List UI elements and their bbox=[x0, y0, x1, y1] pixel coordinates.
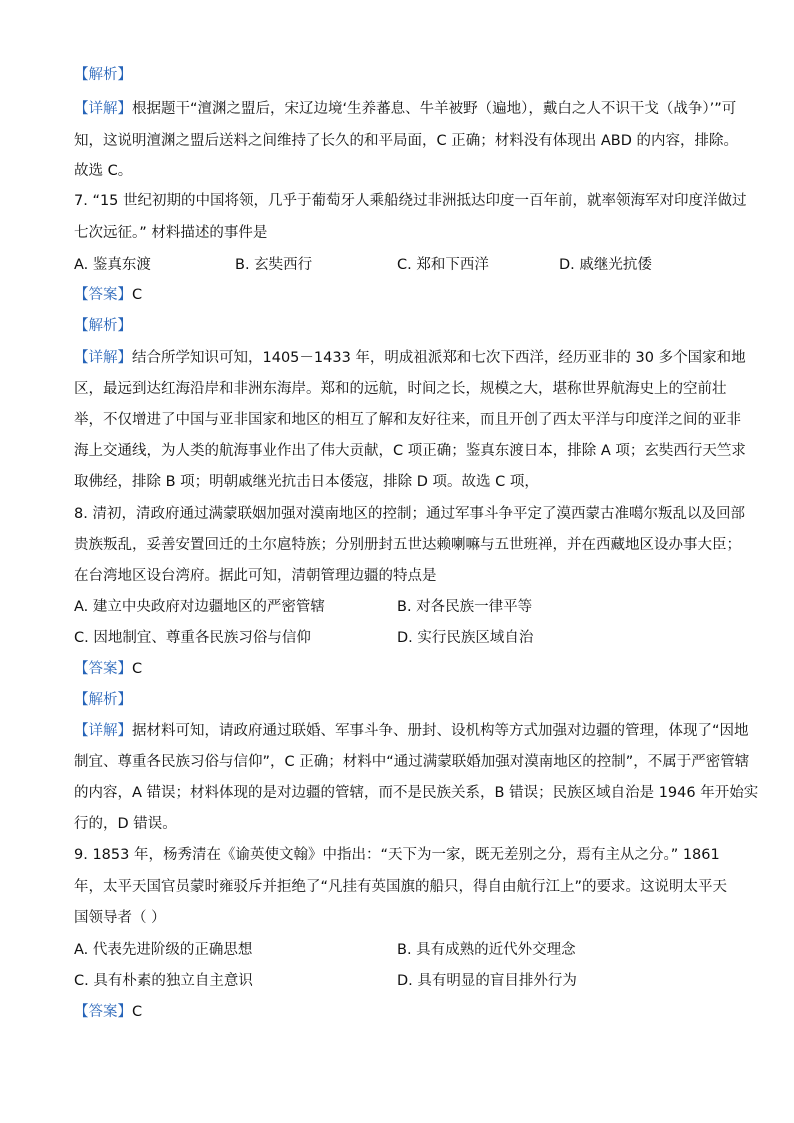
detail-text: 海上交通线，为人类的航海事业作出了伟大贡献，C 项正确；鉴真东渡日本，排除 A 项；玄奘西行天竺求 bbox=[74, 443, 746, 459]
answer-label: 【答案】 bbox=[74, 661, 132, 677]
detail-text: 的内容，A 错误；材料体现的是对边疆的管辖，而不是民族关系，B 错误；民族区域自治是 1946 年开始实 bbox=[74, 785, 759, 801]
option-b: B. 具有成熟的近代外交理念 bbox=[397, 942, 576, 958]
option-c: C. 具有朴素的独立自主意识 bbox=[74, 973, 253, 989]
answer-label: 【答案】 bbox=[74, 1004, 132, 1020]
option-a: A. 代表先进阶级的正确思想 bbox=[74, 942, 253, 958]
analysis-label: 【解析】 bbox=[74, 692, 132, 708]
detail-text: 行的，D 错误。 bbox=[74, 816, 177, 832]
detail-text: 知，这说明澶渊之盟后送料之间维持了长久的和平局面，C 正确；材料没有体现出 ABD 的内容，排除。 bbox=[74, 133, 738, 149]
question-stem: 国领导者（ ） bbox=[74, 910, 166, 926]
question-stem: 9. 1853 年，杨秀清在《谕英使文翰》中指出：“天下为一家，既无差别之分，焉有主从之分。” 1861 bbox=[74, 847, 720, 863]
answer-value: C bbox=[132, 661, 143, 677]
option-d: D. 实行民族区域自治 bbox=[397, 630, 534, 646]
answer-label: 【答案】 bbox=[74, 287, 132, 303]
answer-line bbox=[74, 659, 142, 679]
detail-text: 取佛经，排除 B 项；明朝戚继光抗击日本倭寇，排除 D 项。故选 C 项， bbox=[74, 474, 539, 490]
option-b: B. 对各民族一律平等 bbox=[397, 599, 533, 615]
detail-text: 据材料可知，请政府通过联婚、军事斗争、册封、设机构等方式加强对边疆的管理，体现了“因地 bbox=[132, 723, 749, 739]
answer-line bbox=[74, 1002, 142, 1022]
option-b: B. 玄奘西行 bbox=[235, 257, 313, 273]
detail-paragraph-line bbox=[74, 348, 746, 368]
detail-text: 举，不仅增进了中国与亚非国家和地区的相互了解和友好往来，而且开创了西太平洋与印度洋之间的亚非 bbox=[74, 412, 741, 428]
detail-label: 【详解】 bbox=[74, 350, 132, 366]
detail-text: 区，最远到达红海沿岸和非洲东海岸。郑和的远航，时间之长，规模之大，堪称世界航海史上的空前壮 bbox=[74, 381, 727, 397]
option-c: C. 因地制宜、尊重各民族习俗与信仰 bbox=[74, 630, 311, 646]
question-stem: 年，太平天国官员蒙时雍驳斥并拒绝了“凡挂有英国旗的船只，得自由航行江上”的要求。这说明太平天 bbox=[74, 879, 728, 895]
question-stem: 在台湾地区设台湾府。据此可知，清朝管理边疆的特点是 bbox=[74, 568, 437, 584]
detail-text: 制宜、尊重各民族习俗与信仰”，C 正确；材料中“通过满蒙联婚加强对漠南地区的控制”，不属于严密管辖 bbox=[74, 754, 750, 770]
detail-text: 故选 C。 bbox=[74, 163, 133, 179]
detail-label: 【详解】 bbox=[74, 723, 132, 739]
analysis-label: 【解析】 bbox=[74, 67, 132, 83]
detail-text: 根据题干“澶渊之盟后，宋辽边境‘生养蕃息、牛羊被野（遍地），戴白之人不识干戈（战争）’”可 bbox=[132, 101, 737, 117]
detail-text: 结合所学知识可知，1405－1433 年，明成祖派郑和七次下西洋，经历亚非的 30 多个国家和地 bbox=[132, 350, 746, 366]
option-a: A. 建立中央政府对边疆地区的严密管辖 bbox=[74, 599, 325, 615]
option-d: D. 具有明显的盲目排外行为 bbox=[397, 973, 577, 989]
question-stem: 7. “15 世纪初期的中国将领，几乎于葡萄牙人乘船绕过非洲抵达印度一百年前，就率领海军对印度洋做过 bbox=[74, 193, 747, 209]
answer-value: C bbox=[132, 287, 143, 303]
option-c: C. 郑和下西洋 bbox=[397, 257, 489, 273]
question-stem: 贵族叛乱，妥善安置回迁的土尔扈特族；分别册封五世达赖喇嘛与五世班禅，并在西藏地区设办事大臣； bbox=[74, 537, 741, 553]
question-stem: 七次远征。” 材料描述的事件是 bbox=[74, 225, 268, 241]
answer-line bbox=[74, 285, 142, 305]
option-d: D. 戚继光抗倭 bbox=[559, 257, 652, 273]
detail-paragraph-line bbox=[74, 99, 736, 119]
option-a: A. 鉴真东渡 bbox=[74, 257, 151, 273]
detail-paragraph-line bbox=[74, 721, 749, 741]
analysis-label: 【解析】 bbox=[74, 318, 132, 334]
question-stem: 8. 清初，清政府通过满蒙联姻加强对漠南地区的控制；通过军事斗争平定了漠西蒙古准噶尔叛乱以及回部 bbox=[74, 506, 745, 522]
detail-label: 【详解】 bbox=[74, 101, 132, 117]
answer-value: C bbox=[132, 1004, 143, 1020]
